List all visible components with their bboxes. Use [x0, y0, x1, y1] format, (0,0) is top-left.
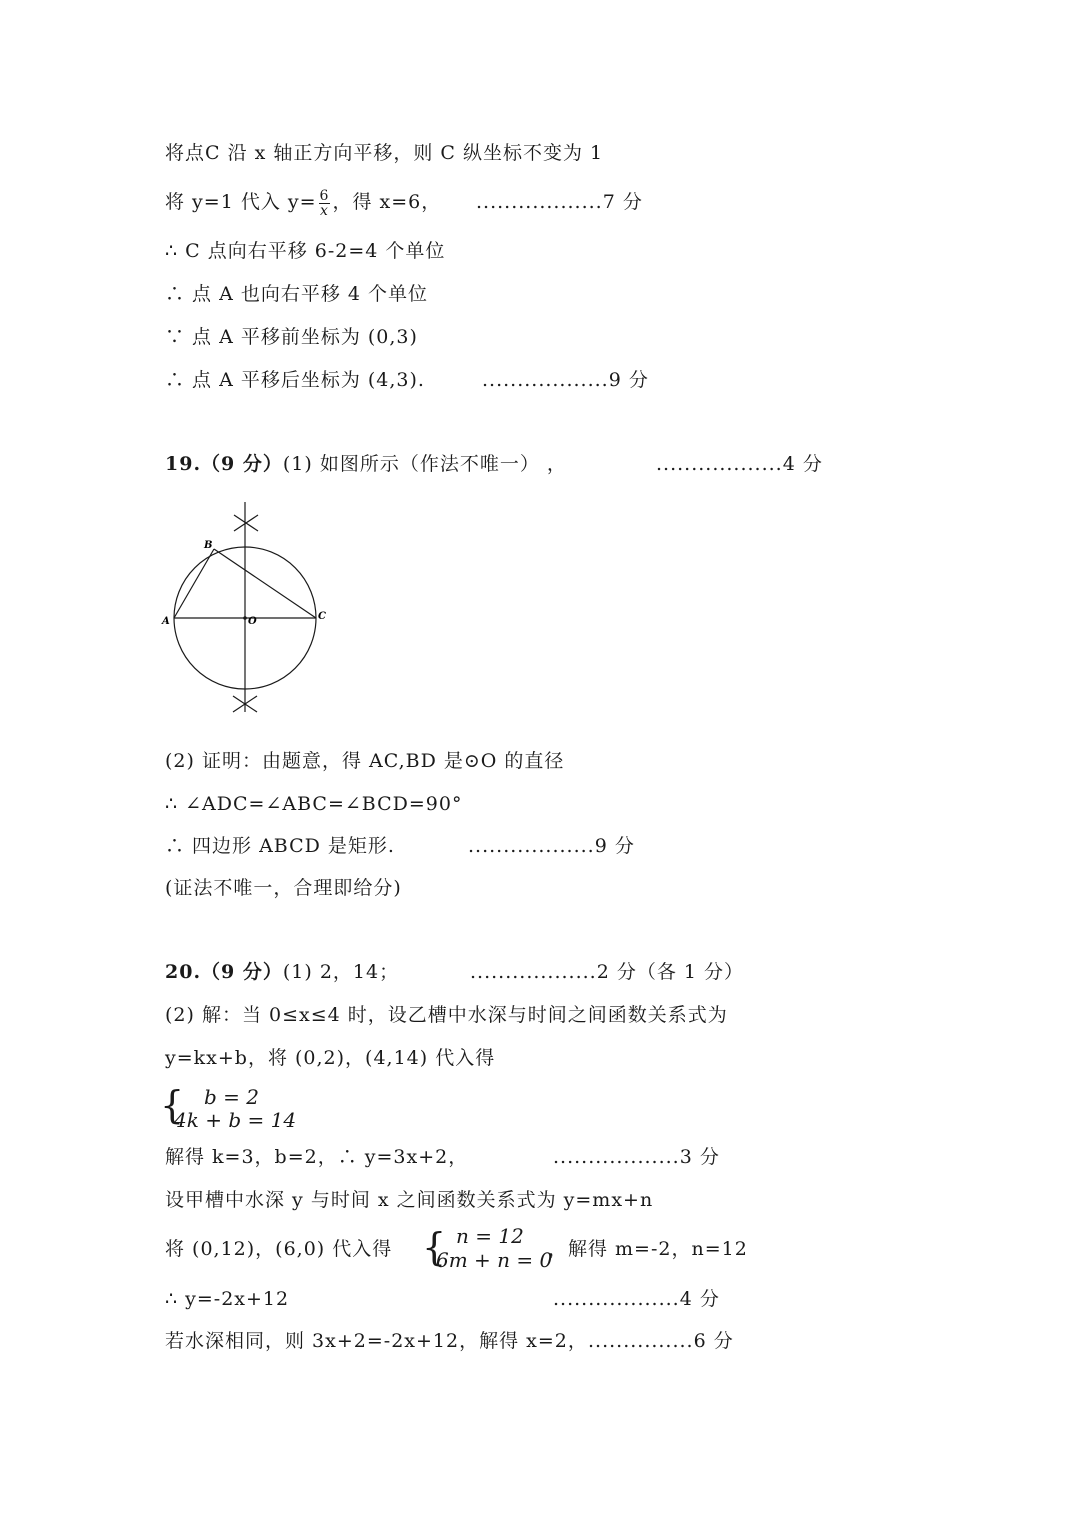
q19-p2-line-4: (证法不唯一，合理即给分) — [165, 877, 402, 899]
q19-score-9: ..................9 分 — [468, 835, 635, 857]
equation-system-1 — [160, 1082, 320, 1132]
q19-part1-text: (1) 如图所示（作法不唯一） ， — [282, 453, 567, 475]
q20-line-4: 设甲槽中水深 y 与时间 x 之间函数关系式为 y=mx+n — [165, 1189, 654, 1211]
fraction-denominator: x — [320, 202, 329, 219]
prev-line-3: ∴ C 点向右平移 6-2=4 个单位 — [165, 240, 446, 262]
label-o: O — [248, 616, 257, 627]
label-b: B — [204, 540, 213, 551]
prev-line-2 — [165, 185, 441, 219]
brace-2: { — [422, 1225, 447, 1269]
score-9-prev: ..................9 分 — [482, 369, 649, 391]
q20-line-5 — [165, 1232, 392, 1266]
label-a: A — [162, 616, 170, 627]
fraction-6-over-x — [319, 189, 331, 218]
q20-part1-text: (1) 2，14； — [282, 961, 400, 983]
equation-system-2 — [422, 1224, 562, 1274]
prev-line-2-start: 将 y=1 代入 y= — [165, 191, 317, 213]
q20-line-1: (2) 解：当 0≤x≤4 时，设乙槽中水深与时间之间函数关系式为 — [165, 1004, 728, 1026]
brace-1: { — [160, 1083, 185, 1127]
sys2-equation-2: 6m + n = 0 — [436, 1248, 553, 1272]
q19-number: 19.（9 分） — [165, 453, 283, 475]
prev-line-1: 将点C 沿 x 轴正方向平移，则 C 纵坐标不变为 1 — [165, 142, 604, 164]
q20-line-5-start: 将 (0,12)，(6,0) 代入得 — [165, 1238, 393, 1260]
q19-heading — [165, 447, 567, 481]
q20-score-3: ..................3 分 — [553, 1146, 720, 1168]
q20-line-5-end: ，解得 m=-2，n=12 — [548, 1238, 748, 1260]
sys1-equation-1: b = 2 — [204, 1085, 259, 1109]
q20-line-2: y=kx+b，将 (0,2)，(4,14) 代入得 — [165, 1047, 496, 1069]
fraction-numerator: 6 — [319, 187, 330, 204]
score-7: ..................7 分 — [476, 191, 643, 213]
q20-score-6: ...............6 分 — [588, 1330, 734, 1352]
q20-number: 20.（9 分） — [165, 961, 283, 983]
q20-line-6: ∴ y=-2x+12 — [165, 1288, 290, 1310]
q20-score-2: ..................2 分（各 1 分） — [470, 961, 745, 983]
prev-line-6: ∴ 点 A 平移后坐标为 (4,3). — [165, 369, 425, 391]
label-c: C — [318, 611, 326, 622]
q19-p2-line-1: (2) 证明：由题意，得 AC,BD 是⊙O 的直径 — [165, 750, 565, 772]
q19-score-4: ..................4 分 — [656, 453, 823, 475]
prev-line-4: ∴ 点 A 也向右平移 4 个单位 — [165, 283, 429, 305]
sys1-equation-2: 4k + b = 14 — [174, 1108, 297, 1132]
sys2-equation-1: n = 12 — [456, 1224, 524, 1248]
q20-score-4: ..................4 分 — [553, 1288, 720, 1310]
q20-heading — [165, 955, 399, 989]
q20-line-3: 解得 k=3，b=2，∴ y=3x+2， — [165, 1146, 469, 1168]
prev-line-2-end: ，得 x=6， — [332, 191, 442, 213]
q19-p2-line-2: ∴ ∠ADC=∠ABC=∠BCD=90° — [165, 793, 463, 815]
segment-ab — [174, 549, 214, 618]
q19-p2-line-3: ∴ 四边形 ABCD 是矩形. — [165, 835, 395, 857]
prev-line-5: ∵ 点 A 平移前坐标为 (0,3) — [165, 326, 418, 348]
q20-line-7: 若水深相同，则 3x+2=-2x+12，解得 x=2， — [165, 1330, 588, 1352]
q19-construction-figure — [160, 498, 340, 723]
segment-bc — [214, 549, 316, 618]
point-o — [243, 616, 247, 620]
